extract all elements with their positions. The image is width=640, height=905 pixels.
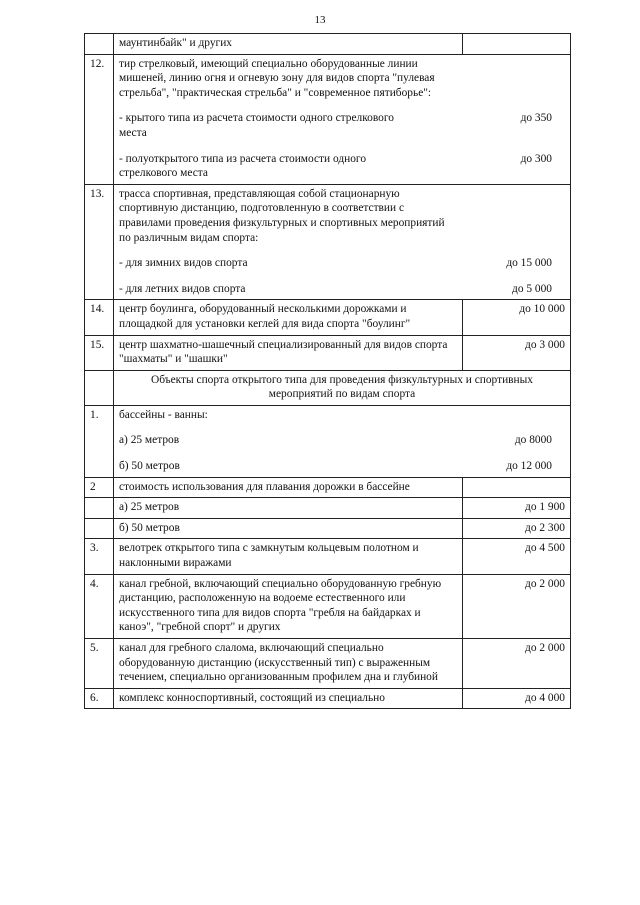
sub-item bbox=[119, 111, 565, 140]
row-value: до 1 900 bbox=[463, 498, 571, 519]
row-value: до 2 000 bbox=[463, 574, 571, 638]
row-value: до 3 000 bbox=[463, 335, 571, 370]
row-number bbox=[85, 370, 114, 405]
sub-item bbox=[119, 459, 565, 474]
sub-item bbox=[119, 152, 565, 181]
sub-item bbox=[119, 282, 565, 297]
table-row bbox=[85, 54, 571, 184]
row-description: стоимость использования для плавания дорожки в бассейне bbox=[114, 477, 463, 498]
table-row bbox=[85, 300, 571, 335]
table-row bbox=[85, 184, 571, 300]
row-number: 1. bbox=[85, 405, 114, 477]
row-value bbox=[463, 34, 571, 55]
sub-item-text: б) 50 метров bbox=[119, 460, 180, 473]
page-number: 13 bbox=[314, 14, 326, 26]
row-number: 4. bbox=[85, 574, 114, 638]
table-row bbox=[85, 405, 571, 477]
table-row bbox=[85, 477, 571, 498]
row-value: до 4 500 bbox=[463, 539, 571, 574]
row-number bbox=[85, 518, 114, 539]
sub-item-text: - крытого типа из расчета стоимости одного стрелкового места bbox=[119, 112, 394, 139]
table-row bbox=[85, 335, 571, 370]
row-description-cell bbox=[114, 405, 571, 477]
table-row bbox=[85, 574, 571, 638]
row-number bbox=[85, 34, 114, 55]
sub-item bbox=[119, 256, 565, 271]
tariff-table bbox=[84, 33, 571, 709]
sub-item bbox=[119, 433, 565, 448]
sub-item-value: до 300 bbox=[520, 152, 552, 165]
row-value: до 2 000 bbox=[463, 639, 571, 689]
row-description: велотрек открытого типа с замкнутым кольцевым полотном и наклонными виражами bbox=[114, 539, 463, 574]
table-row bbox=[85, 639, 571, 689]
row-description: бассейны - ванны: bbox=[119, 408, 208, 421]
row-number: 6. bbox=[85, 688, 114, 709]
table-row bbox=[85, 518, 571, 539]
row-description: трасса спортивная, представляющая собой стационарную спортивную дистанцию, подготовленную в соответствии с правилами проведения физкультурных и спортивных мероприятий по различным видам спорта: bbox=[119, 187, 445, 244]
row-number: 3. bbox=[85, 539, 114, 574]
table-row bbox=[85, 34, 571, 55]
sub-item-text: - полуоткрытого типа из расчета стоимости одного стрелкового места bbox=[119, 152, 367, 180]
row-description: комплекс конноспортивный, состоящий из специально bbox=[114, 688, 463, 709]
table-row bbox=[85, 539, 571, 574]
row-description: а) 25 метров bbox=[114, 498, 463, 519]
row-value: до 2 300 bbox=[463, 518, 571, 539]
sub-item-text: а) 25 метров bbox=[119, 434, 180, 447]
row-description-cell bbox=[114, 54, 571, 184]
row-description: центр боулинга, оборудованный несколькими дорожками и площадкой для установки кеглей для вида спорта "боулинг" bbox=[114, 300, 463, 335]
row-description: канал для гребного слалома, включающий специально оборудованную дистанцию (искусственный тип) с выраженным течением, специально организованным профилем дна и глубиной bbox=[114, 639, 463, 689]
section-header: Объекты спорта открытого типа для проведения физкультурных и спортивных мероприятий по видам спорта bbox=[114, 370, 571, 405]
row-description-cell bbox=[114, 184, 571, 300]
sub-item-text: - для летних видов спорта bbox=[119, 282, 246, 295]
tariff-table-body bbox=[85, 34, 571, 709]
sub-item-value: до 5 000 bbox=[512, 282, 552, 295]
table-row bbox=[85, 498, 571, 519]
row-description: б) 50 метров bbox=[114, 518, 463, 539]
row-value: до 10 000 bbox=[463, 300, 571, 335]
row-description: центр шахматно-шашечный специализированный для видов спорта "шахматы" и "шашки" bbox=[114, 335, 463, 370]
row-number: 12. bbox=[85, 54, 114, 184]
row-description: маунтинбайк" и других bbox=[114, 34, 463, 55]
sub-item-value: до 350 bbox=[520, 112, 552, 125]
row-number bbox=[85, 498, 114, 519]
row-number: 13. bbox=[85, 184, 114, 300]
sub-item-value: до 12 000 bbox=[506, 460, 552, 473]
sub-item-text: - для зимних видов спорта bbox=[119, 257, 248, 270]
row-number: 15. bbox=[85, 335, 114, 370]
row-value bbox=[463, 477, 571, 498]
row-number: 14. bbox=[85, 300, 114, 335]
sub-item-value: до 15 000 bbox=[506, 257, 552, 270]
row-description: тир стрелковый, имеющий специально оборудованные линии мишеней, линию огня и огневую зону для видов спорта "пулевая стрельба", "практическая стрельба" и "современное пятиборье": bbox=[119, 57, 435, 99]
sub-item-value: до 8000 bbox=[514, 434, 552, 447]
row-description: канал гребной, включающий специально оборудованную гребную дистанцию, расположенную на водоеме естественного или искусственного типа для видов спорта "гребля на байдарках и каноэ", "гребной спорт" и других bbox=[114, 574, 463, 638]
section-header-row bbox=[85, 370, 571, 405]
row-number: 2 bbox=[85, 477, 114, 498]
row-number: 5. bbox=[85, 639, 114, 689]
table-row bbox=[85, 688, 571, 709]
row-value: до 4 000 bbox=[463, 688, 571, 709]
